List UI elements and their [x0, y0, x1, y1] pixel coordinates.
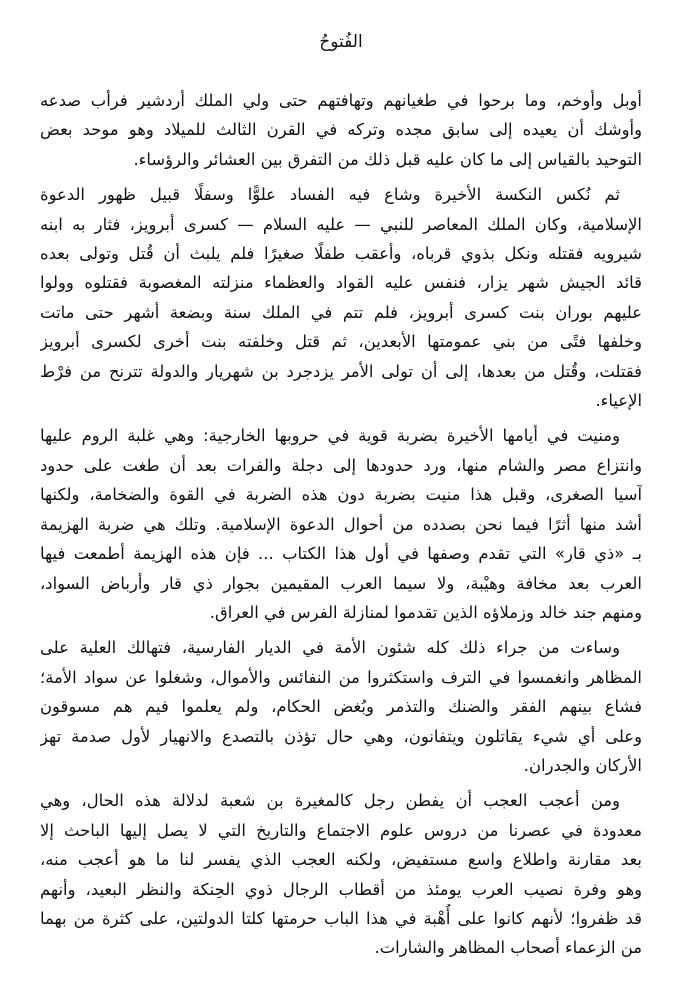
text-line: وأوشك أن يعيده إلى سابق مجده وتركه في القرن الثالث للميلاد وهو موحد بعض: [40, 120, 642, 140]
text-line: الأركان والجدران.: [523, 755, 642, 775]
text-line: أشد منها أثرًا فيما نحن بصدده من أحوال الدعوة الإسلامية. وتلك هي ضربة الهزيمة: [40, 514, 642, 534]
paragraph-5: [40, 786, 642, 962]
paragraph-1: [40, 86, 642, 174]
running-head: الفُتوحُ: [319, 32, 363, 52]
text-line: معدودة في عصرنا من دروس علوم الاجتماع والتاريخ التي لا يصل إليها الباحث إلا: [40, 820, 642, 840]
text-line: ومن أعجب العجب أن يفطن رجل كالمغيرة بن شعبة لدلالة هذه الحال، وهي: [40, 791, 620, 811]
text-line: قائد الجيش شهر يزار، فنفس عليه القواد والعظماء منزلته المغصوبة فقتلوه وولوا: [40, 273, 642, 293]
text-line: آسيا الصغرى، وقبل هذا منيت بضربة دون هذه الضربة في القوة والضخامة، ولكنها: [40, 485, 642, 505]
text-line: قد ظفروا؛ لأنهم كانوا على أُهْبة في هذا الباب حرمتها كلتا الدولتين، على كثرة من بهما: [40, 908, 642, 928]
body-text: [40, 86, 642, 963]
text-line: وانتزاع مصر والشام منها، ورد حدودها إلى دجلة والفرات بعد أن طغت على حدود: [40, 455, 642, 475]
text-line: بعد مقارنة واطلاع واسع مستفيض، ولكنه العجب الذي يفسر لنا ما هو أعجب منه،: [40, 850, 642, 870]
text-line: وعلى أي شيء يقاتلون ويتفانون، وهي حال تؤذن بالتصدع والانهيار لأول صدمة تهز: [40, 726, 642, 746]
text-line: شيرويه فقتله ونكل بذوي قرباه، وأعقب طفلًا صغيرًا فلم يلبث أن قُتل وتولى بعده: [40, 244, 642, 264]
text-line: وخلفها فتًى من بني عمومتها الأبعدين، ثم قتل وخلفته بنت أخرى لكسرى أبرويز: [40, 332, 642, 352]
paragraph-4: [40, 633, 642, 780]
paragraph-3: [40, 421, 642, 627]
text-line: ثم نُكس النكسة الأخيرة وشاع فيه الفساد علوًّا وسفلًا قبيل ظهور الدعوة: [40, 185, 620, 205]
text-line: المظاهر وانغمسوا في الترف واستكثروا من النفائس والأموال، وشغلوا عن سواد الأمة؛: [40, 667, 642, 687]
text-line: فقتلت، وقُتل من بعدها، إلى أن تولى الأمر يزدجرد بن شهريار والدولة تترنح من فرْط: [40, 361, 642, 381]
text-line: الإسلامية، وكان الملك المعاصر للنبي — عليه السلام — كسرى أبرويز، فثار به ابنه: [40, 214, 642, 234]
text-line: ومنيت في أيامها الأخيرة بضربة قوية في حروبها الخارجية: وهي غلبة الروم عليها: [40, 426, 620, 446]
text-line: من الزعماء أصحاب المظاهر والشارات.: [374, 938, 642, 958]
text-line: بـ «ذي قار» التي تقدم وصفها في أول هذا الكتاب ... فإن هذه الهزيمة أطمعت فيها: [40, 544, 642, 564]
text-line: أوبل وأوخم، وما برحوا في طغيانهم وتهافتهم حتى ولي الملك أردشير فرأب صدعه: [40, 91, 642, 110]
text-line: الإعياء.: [595, 391, 642, 411]
text-line: وهو وفرة نصيب العرب يومئذ من أقطاب الرجال ذوي الحِنكة والنظر البعيد، وأنهم: [40, 879, 642, 899]
text-line: وساءت من جراء ذلك كله شئون الأمة في الديار الفارسية، فتهالك العلية على: [40, 638, 620, 658]
text-line: العرب بعد مخافة وهيْبة، ولا سيما العرب المقيمين بجوار ذي قار وأرباض السواد،: [40, 573, 642, 593]
text-line: فشاع بينهم الفقر والضنك والتذمر وبُغض الحكام، ولم يعلموا فيم هم مسوقون: [40, 697, 642, 717]
text-line: التوحيد بالقياس إلى ما كان عليه قبل ذلك من التفرق بين العشائر والرؤساء.: [133, 149, 642, 169]
paragraph-2: [40, 180, 642, 415]
text-line: ومنهم جند خالد وزملاؤه الذين تقدموا لمنازلة الفرس في العراق.: [209, 602, 642, 622]
text-line: عليهم بوران بنت كسرى أبرويز، فلم تتم في الملك سنة وبضعة أشهر حتى ماتت: [40, 302, 642, 322]
